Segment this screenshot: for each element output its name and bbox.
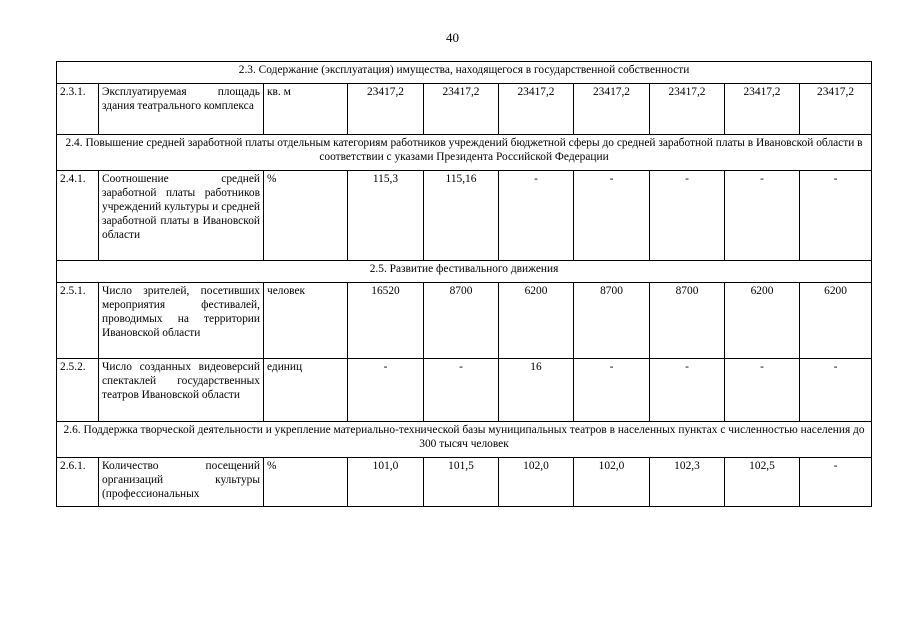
value-cell: 6200	[800, 283, 872, 359]
value-cell: -	[574, 359, 650, 422]
value-cell: 8700	[424, 283, 499, 359]
indicator-name: Соотношение средней заработной платы работников учреждений культуры и средней заработной платы в Ивановской области	[99, 171, 264, 261]
value-cell: -	[725, 359, 800, 422]
value-cell: -	[574, 171, 650, 261]
value-cell: 101,5	[424, 458, 499, 507]
value-cell: 8700	[574, 283, 650, 359]
section-header-row	[57, 261, 872, 283]
value-cell: -	[650, 171, 725, 261]
row-number: 2.3.1.	[57, 84, 99, 135]
section-title: 2.3. Содержание (эксплуатация) имущества, находящегося в государственной собственности	[57, 62, 872, 84]
value-cell: -	[800, 171, 872, 261]
value-cell: 8700	[650, 283, 725, 359]
table-row	[57, 359, 872, 422]
value-cell: -	[650, 359, 725, 422]
value-cell: 115,16	[424, 171, 499, 261]
indicator-name: Число зрителей, посетивших мероприятия фестивалей, проводимых на территории Ивановской области	[99, 283, 264, 359]
value-cell: -	[725, 171, 800, 261]
section-title: 2.4. Повышение средней заработной платы отдельным категориям работников учреждений бюджетной сферы до средней заработной платы в Ивановской области в соответствии с указами Президента Российской Федерации	[57, 135, 872, 171]
row-number: 2.4.1.	[57, 171, 99, 261]
table-row	[57, 84, 872, 135]
unit-of-measure: %	[264, 458, 348, 507]
table-row	[57, 283, 872, 359]
page-number: 40	[446, 30, 459, 45]
value-cell: 102,5	[725, 458, 800, 507]
value-cell: 102,3	[650, 458, 725, 507]
value-cell: -	[800, 458, 872, 507]
indicator-name: Число созданных видеоверсий спектаклей государственных театров Ивановской области	[99, 359, 264, 422]
unit-of-measure: кв. м	[264, 84, 348, 135]
value-cell: 23417,2	[725, 84, 800, 135]
value-cell: 23417,2	[650, 84, 725, 135]
value-cell: 23417,2	[574, 84, 650, 135]
value-cell: 6200	[725, 283, 800, 359]
section-header-row	[57, 135, 872, 171]
value-cell: 101,0	[348, 458, 424, 507]
value-cell: -	[348, 359, 424, 422]
indicator-name: Количество посещений организаций культуры (профессиональных	[99, 458, 264, 507]
value-cell: 23417,2	[800, 84, 872, 135]
value-cell: 102,0	[499, 458, 574, 507]
value-cell: 6200	[499, 283, 574, 359]
section-header-row	[57, 422, 872, 458]
table-row	[57, 458, 872, 507]
value-cell: 23417,2	[499, 84, 574, 135]
value-cell: 16	[499, 359, 574, 422]
unit-of-measure: человек	[264, 283, 348, 359]
value-cell: -	[424, 359, 499, 422]
value-cell: 23417,2	[348, 84, 424, 135]
value-cell: -	[800, 359, 872, 422]
value-cell: 102,0	[574, 458, 650, 507]
section-title: 2.5. Развитие фестивального движения	[57, 261, 872, 283]
indicator-name: Эксплуатируемая площадь здания театрального комплекса	[99, 84, 264, 135]
unit-of-measure: единиц	[264, 359, 348, 422]
section-title: 2.6. Поддержка творческой деятельности и укрепление материально-технической базы муниципальных театров в населенных пунктах с численностью населения до 300 тысяч человек	[57, 422, 872, 458]
value-cell: -	[499, 171, 574, 261]
unit-of-measure: %	[264, 171, 348, 261]
value-cell: 23417,2	[424, 84, 499, 135]
row-number: 2.5.2.	[57, 359, 99, 422]
row-number: 2.5.1.	[57, 283, 99, 359]
value-cell: 115,3	[348, 171, 424, 261]
value-cell: 16520	[348, 283, 424, 359]
indicators-table	[56, 61, 872, 507]
row-number: 2.6.1.	[57, 458, 99, 507]
section-header-row	[57, 62, 872, 84]
table-row	[57, 171, 872, 261]
